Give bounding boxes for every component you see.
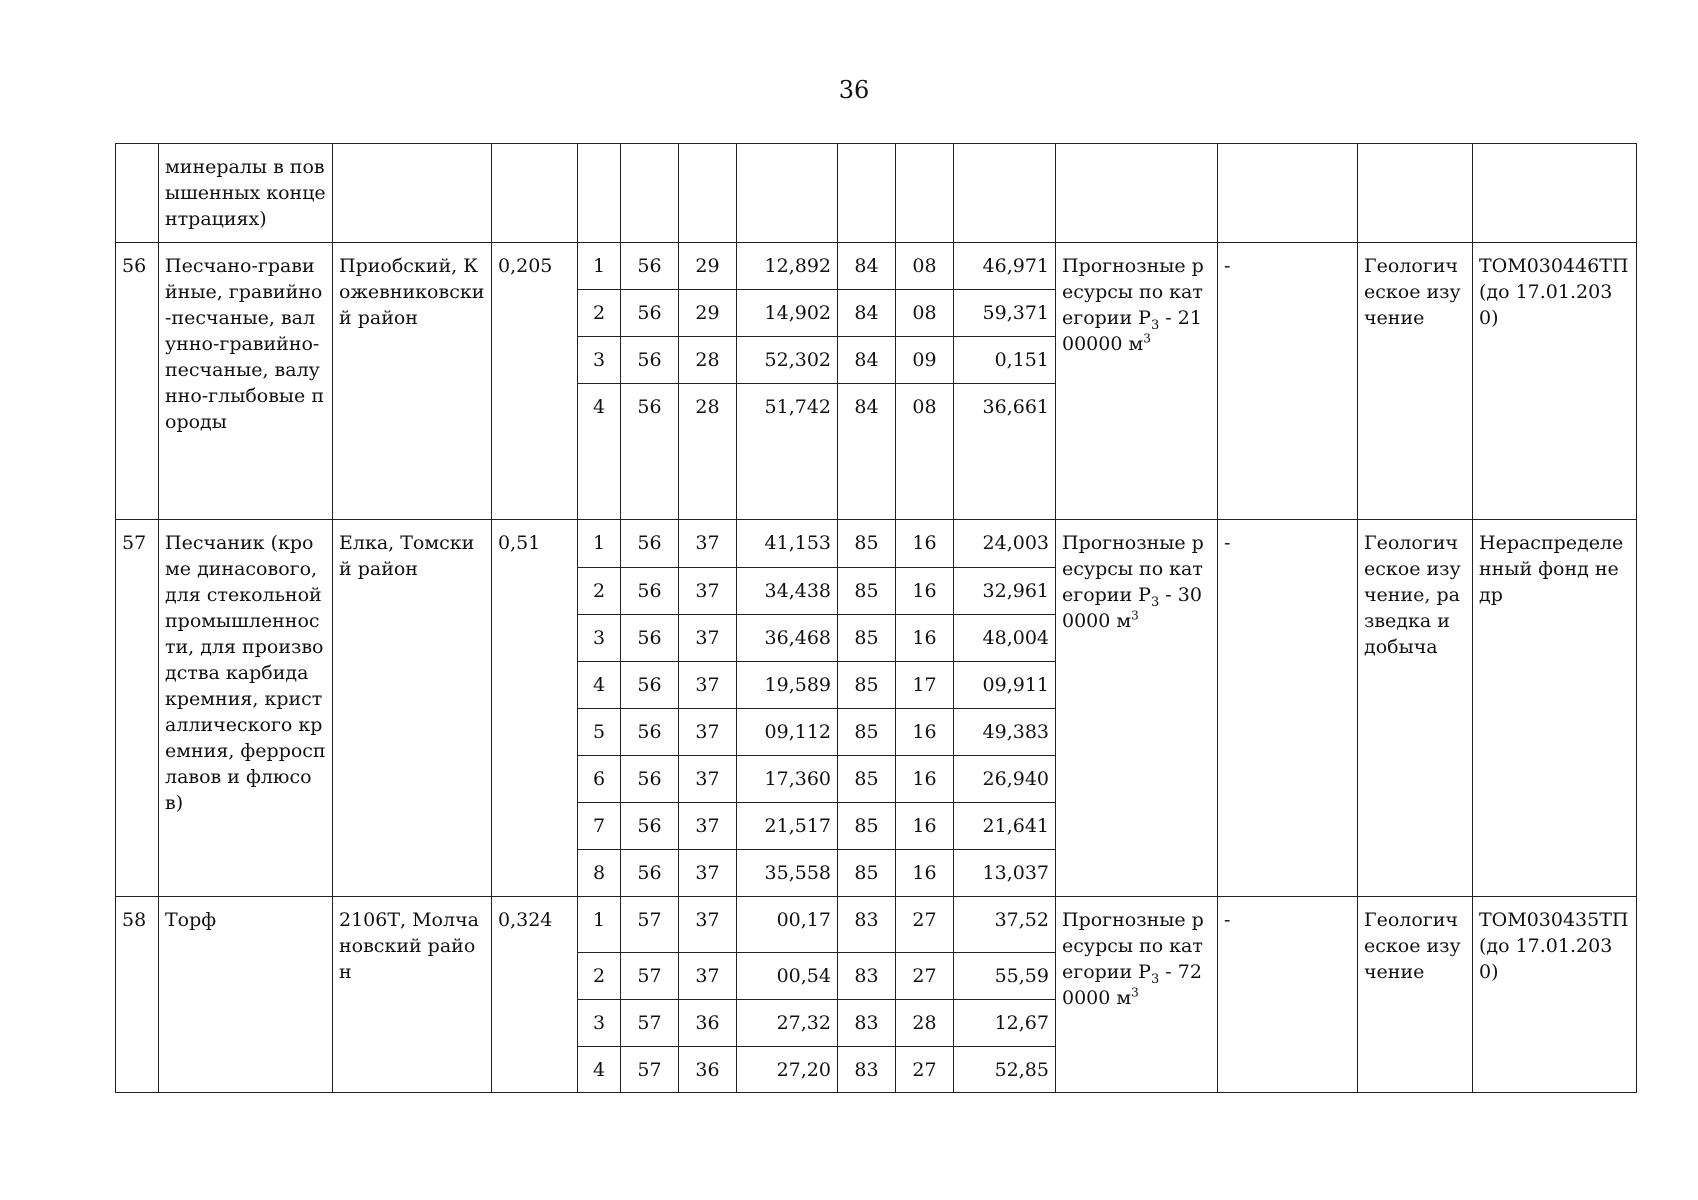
point-lon-m-cell: 09	[896, 337, 954, 384]
resources-text: Прогнозные ресурсы по категории Р	[1062, 909, 1204, 983]
point-lon-m-cell: 16	[896, 615, 954, 662]
point-lat-s-cell: 34,438	[737, 568, 838, 615]
point-lon-s-cell: 24,003	[954, 520, 1056, 568]
point-lat-d-cell: 56	[621, 850, 679, 897]
area-cell: 0,51	[492, 520, 578, 897]
point-lat-m-cell: 36	[679, 1047, 737, 1093]
point-lat-d-cell: 56	[621, 520, 679, 568]
cell-empty	[1218, 144, 1358, 243]
point-lon-s-cell: 46,971	[954, 243, 1056, 290]
point-lon-s-cell: 13,037	[954, 850, 1056, 897]
cell-empty	[954, 144, 1056, 243]
cell-empty	[1056, 144, 1218, 243]
point-lat-m-cell: 28	[679, 337, 737, 384]
point-lat-d-cell: 56	[621, 709, 679, 756]
point-lat-s-cell: 12,892	[737, 243, 838, 290]
point-lon-s-cell: 59,371	[954, 290, 1056, 337]
resources-text: Прогнозные ресурсы по категории Р	[1062, 255, 1204, 329]
location-cell: Приобский, Кожевниковский район	[333, 243, 492, 520]
point-lat-m-cell: 37	[679, 568, 737, 615]
mineral-cell: Торф	[159, 897, 333, 1093]
point-lat-s-cell: 36,468	[737, 615, 838, 662]
point-lon-d-cell: 85	[838, 803, 896, 850]
point-n-cell: 7	[578, 803, 621, 850]
point-lat-m-cell: 37	[679, 709, 737, 756]
point-lon-s-cell: 48,004	[954, 615, 1056, 662]
point-lat-d-cell: 57	[621, 1000, 679, 1047]
point-lat-d-cell: 57	[621, 897, 679, 953]
point-lon-m-cell: 16	[896, 709, 954, 756]
cell-empty	[116, 144, 159, 243]
point-lon-s-cell: 09,911	[954, 662, 1056, 709]
resources-cell	[1056, 520, 1218, 897]
table-row	[116, 243, 1637, 290]
point-lon-m-cell: 27	[896, 897, 954, 953]
point-lon-d-cell: 85	[838, 615, 896, 662]
point-n-cell: 1	[578, 897, 621, 953]
resources-text: Прогнозные ресурсы по категории Р	[1062, 532, 1204, 606]
point-lat-m-cell: 37	[679, 615, 737, 662]
license-cell: Нераспределенный фонд недр	[1473, 520, 1637, 897]
resources-amount: - 720000 м	[1062, 961, 1202, 1009]
row-number-cell: 58	[116, 897, 159, 1093]
point-lat-m-cell: 29	[679, 243, 737, 290]
point-lon-m-cell: 27	[896, 1047, 954, 1093]
point-lon-d-cell: 84	[838, 290, 896, 337]
purpose-cell: Геологическое изучение, разведка и добыча	[1358, 520, 1473, 897]
cell-empty	[737, 144, 838, 243]
point-lat-s-cell: 19,589	[737, 662, 838, 709]
area-cell: 0,205	[492, 243, 578, 520]
point-lat-m-cell: 37	[679, 897, 737, 953]
point-lon-s-cell: 21,641	[954, 803, 1056, 850]
reserves-cell: -	[1218, 520, 1358, 897]
table-row	[116, 897, 1637, 953]
point-lon-d-cell: 84	[838, 384, 896, 520]
cell-empty	[1358, 144, 1473, 243]
point-lon-m-cell: 08	[896, 384, 954, 520]
resources-unit-superscript: 3	[1143, 331, 1151, 346]
point-lon-s-cell: 0,151	[954, 337, 1056, 384]
point-n-cell: 4	[578, 384, 621, 520]
point-lat-s-cell: 27,32	[737, 1000, 838, 1047]
mineral-cell: Песчаник (кроме динасового, для стекольной промышленности, для производства карбида кремния, кристаллического кремния, ферросплавов и флюсов)	[159, 520, 333, 897]
point-lon-s-cell: 26,940	[954, 756, 1056, 803]
cell-empty	[492, 144, 578, 243]
point-n-cell: 2	[578, 290, 621, 337]
point-lat-s-cell: 21,517	[737, 803, 838, 850]
mineral-cell: минералы в повышенных концентрациях)	[159, 144, 333, 243]
resources-amount: - 2100000 м	[1062, 307, 1202, 355]
cell-empty	[621, 144, 679, 243]
point-lat-d-cell: 56	[621, 568, 679, 615]
point-lon-s-cell: 55,59	[954, 953, 1056, 1000]
reserves-cell: -	[1218, 897, 1358, 1093]
point-lat-s-cell: 27,20	[737, 1047, 838, 1093]
table-row	[116, 520, 1637, 568]
point-lon-m-cell: 16	[896, 568, 954, 615]
point-lat-m-cell: 37	[679, 953, 737, 1000]
point-n-cell: 3	[578, 1000, 621, 1047]
point-lat-d-cell: 56	[621, 290, 679, 337]
point-lon-s-cell: 52,85	[954, 1047, 1056, 1093]
point-lat-s-cell: 00,17	[737, 897, 838, 953]
point-lon-d-cell: 85	[838, 662, 896, 709]
point-n-cell: 1	[578, 243, 621, 290]
point-lon-d-cell: 85	[838, 568, 896, 615]
point-lon-m-cell: 16	[896, 850, 954, 897]
point-lon-s-cell: 32,961	[954, 568, 1056, 615]
resources-cell	[1056, 897, 1218, 1093]
point-lat-d-cell: 56	[621, 803, 679, 850]
point-lat-d-cell: 56	[621, 243, 679, 290]
point-n-cell: 2	[578, 568, 621, 615]
resources-amount: - 300000 м	[1062, 584, 1202, 632]
point-lon-m-cell: 28	[896, 1000, 954, 1047]
point-lat-d-cell: 56	[621, 337, 679, 384]
point-lat-d-cell: 56	[621, 662, 679, 709]
purpose-cell: Геологическое изучение	[1358, 897, 1473, 1093]
point-lon-m-cell: 08	[896, 290, 954, 337]
continuation-row	[116, 144, 1637, 243]
mineral-cell: Песчано-гравийные, гравийно-песчаные, валунно-гравийно-песчаные, валунно-глыбовые породы	[159, 243, 333, 520]
point-lon-m-cell: 16	[896, 756, 954, 803]
point-lat-s-cell: 00,54	[737, 953, 838, 1000]
point-n-cell: 5	[578, 709, 621, 756]
point-lat-m-cell: 37	[679, 520, 737, 568]
point-lon-d-cell: 85	[838, 520, 896, 568]
point-lon-s-cell: 49,383	[954, 709, 1056, 756]
point-lat-d-cell: 57	[621, 953, 679, 1000]
point-lon-d-cell: 83	[838, 953, 896, 1000]
resources-unit-superscript: 3	[1131, 608, 1139, 623]
resources-category-subscript: 3	[1150, 594, 1160, 610]
row-number-cell: 57	[116, 520, 159, 897]
reserves-cell: -	[1218, 243, 1358, 520]
point-lon-d-cell: 84	[838, 243, 896, 290]
point-lon-s-cell: 36,661	[954, 384, 1056, 520]
point-lat-m-cell: 36	[679, 1000, 737, 1047]
point-lon-d-cell: 85	[838, 756, 896, 803]
cell-empty	[838, 144, 896, 243]
point-lon-d-cell: 83	[838, 1047, 896, 1093]
point-lat-d-cell: 56	[621, 384, 679, 520]
point-lat-m-cell: 37	[679, 756, 737, 803]
location-cell: 2106Т, Молчановский район	[333, 897, 492, 1093]
point-lon-m-cell: 17	[896, 662, 954, 709]
point-n-cell: 6	[578, 756, 621, 803]
point-n-cell: 4	[578, 1047, 621, 1093]
cell-empty	[1473, 144, 1637, 243]
point-lat-m-cell: 28	[679, 384, 737, 520]
location-cell: Елка, Томский район	[333, 520, 492, 897]
point-n-cell: 1	[578, 520, 621, 568]
point-lon-d-cell: 85	[838, 709, 896, 756]
point-lat-s-cell: 14,902	[737, 290, 838, 337]
purpose-cell: Геологическое изучение	[1358, 243, 1473, 520]
point-lat-d-cell: 56	[621, 756, 679, 803]
point-lat-s-cell: 09,112	[737, 709, 838, 756]
point-lat-m-cell: 37	[679, 662, 737, 709]
point-n-cell: 2	[578, 953, 621, 1000]
license-cell: ТОМ030435ТП (до 17.01.2030)	[1473, 897, 1637, 1093]
point-lon-d-cell: 83	[838, 1000, 896, 1047]
resources-category-subscript: 3	[1150, 971, 1160, 987]
point-lon-s-cell: 12,67	[954, 1000, 1056, 1047]
point-n-cell: 3	[578, 337, 621, 384]
page-number: 36	[838, 76, 870, 104]
point-lon-d-cell: 84	[838, 337, 896, 384]
resources-cell	[1056, 243, 1218, 520]
point-lat-m-cell: 37	[679, 850, 737, 897]
point-lon-m-cell: 08	[896, 243, 954, 290]
point-lon-d-cell: 83	[838, 897, 896, 953]
point-n-cell: 4	[578, 662, 621, 709]
point-lat-s-cell: 35,558	[737, 850, 838, 897]
license-cell: ТОМ030446ТП (до 17.01.2030)	[1473, 243, 1637, 520]
cell-empty	[578, 144, 621, 243]
point-lon-m-cell: 16	[896, 803, 954, 850]
cell-empty	[679, 144, 737, 243]
point-lon-m-cell: 27	[896, 953, 954, 1000]
point-lon-d-cell: 85	[838, 850, 896, 897]
point-lat-s-cell: 52,302	[737, 337, 838, 384]
cell-empty	[896, 144, 954, 243]
point-lon-m-cell: 16	[896, 520, 954, 568]
cell-empty	[333, 144, 492, 243]
point-lat-s-cell: 17,360	[737, 756, 838, 803]
point-n-cell: 3	[578, 615, 621, 662]
point-lon-s-cell: 37,52	[954, 897, 1056, 953]
point-lat-m-cell: 29	[679, 290, 737, 337]
subsoil-sites-table	[115, 143, 1637, 1093]
point-n-cell: 8	[578, 850, 621, 897]
point-lat-m-cell: 37	[679, 803, 737, 850]
area-cell: 0,324	[492, 897, 578, 1093]
point-lat-d-cell: 56	[621, 615, 679, 662]
point-lat-s-cell: 41,153	[737, 520, 838, 568]
resources-category-subscript: 3	[1150, 317, 1160, 333]
row-number-cell: 56	[116, 243, 159, 520]
point-lat-s-cell: 51,742	[737, 384, 838, 520]
point-lat-d-cell: 57	[621, 1047, 679, 1093]
resources-unit-superscript: 3	[1131, 985, 1139, 1000]
